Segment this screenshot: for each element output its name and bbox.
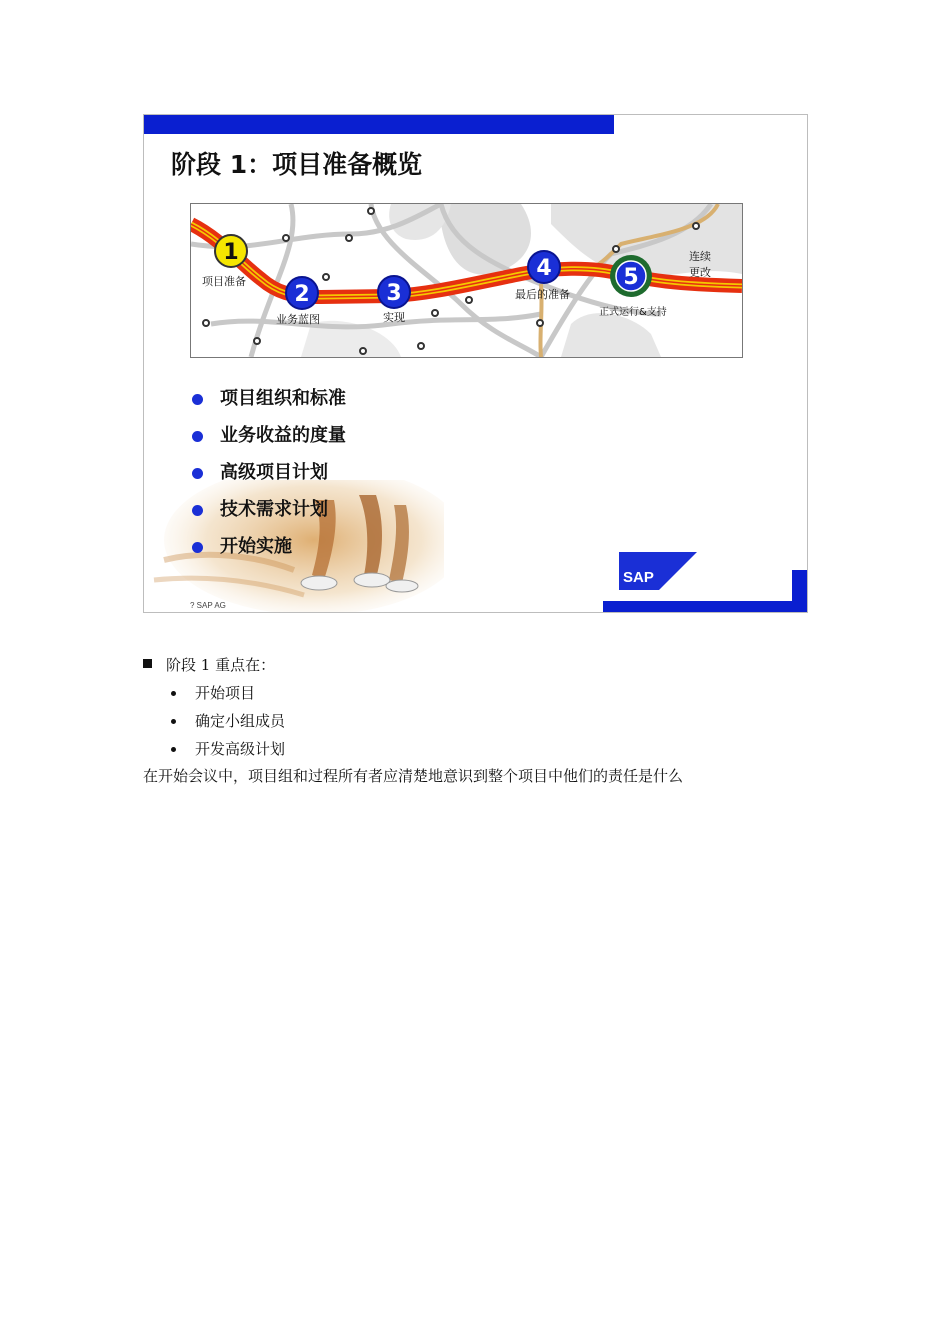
- bullet-dot-icon: [192, 505, 203, 516]
- notes-list-item: 开始项目: [169, 682, 285, 710]
- bullet-dot-icon: [171, 747, 176, 752]
- roadmap-graphic: [191, 204, 742, 357]
- phase-4-label: 最后的准备: [515, 288, 570, 301]
- phase-1-label: 项目准备: [202, 275, 246, 288]
- notes-list: [169, 682, 285, 766]
- svg-text:4: 4: [536, 256, 552, 281]
- copyright: ? SAP AG: [190, 601, 226, 610]
- continuous-change-label-line1: 连续: [689, 250, 711, 263]
- bullet-item: 技术需求计划: [190, 496, 346, 533]
- slide-title: 阶段 1：项目准备概览: [171, 150, 423, 179]
- phase-5-marker: [610, 255, 652, 297]
- bullet-dot-icon: [171, 719, 176, 724]
- phase-2-label: 业务蓝图: [276, 313, 320, 326]
- svg-text:1: 1: [223, 240, 239, 265]
- top-accent-bar: [144, 115, 614, 134]
- square-bullet-icon: [143, 659, 152, 668]
- phase-3-marker: [378, 276, 410, 308]
- phase-3-label: 实现: [383, 311, 405, 324]
- bullet-dot-icon: [171, 691, 176, 696]
- bottom-accent-bar: [603, 601, 807, 612]
- bullet-item: 业务收益的度量: [190, 422, 346, 459]
- notes-heading: 阶段 1 重点在：: [143, 654, 275, 675]
- continuous-change-label-line2: 更改: [689, 266, 711, 279]
- bullet-item: 开始实施: [190, 533, 346, 570]
- phase-5-label: 正式运行&支持: [599, 307, 667, 318]
- bullet-dot-icon: [192, 431, 203, 442]
- corner-accent-block: [792, 570, 807, 612]
- bullet-item: 项目组织和标准: [190, 385, 346, 422]
- bullet-dot-icon: [192, 468, 203, 479]
- notes-list-item: 确定小组成员: [169, 710, 285, 738]
- phase-1-marker: [215, 235, 247, 267]
- svg-text:SAP: SAP: [623, 569, 654, 586]
- notes-list-item: 开发高级计划: [169, 738, 285, 766]
- svg-text:2: 2: [294, 282, 310, 307]
- svg-text:3: 3: [386, 281, 402, 306]
- bullet-list: [190, 385, 346, 570]
- bullet-dot-icon: [192, 394, 203, 405]
- bullet-item: 高级项目计划: [190, 459, 346, 496]
- sap-logo: [619, 552, 697, 590]
- svg-text:5: 5: [623, 265, 639, 290]
- notes-paragraph: 在开始会议中，项目组和过程所有者应清楚地意识到整个项目中他们的责任是什么: [143, 767, 684, 785]
- phase-2-marker: [286, 277, 318, 309]
- bullet-dot-icon: [192, 542, 203, 553]
- roadmap-map: [190, 203, 743, 358]
- slide: [143, 114, 808, 613]
- phase-4-marker: [528, 251, 560, 283]
